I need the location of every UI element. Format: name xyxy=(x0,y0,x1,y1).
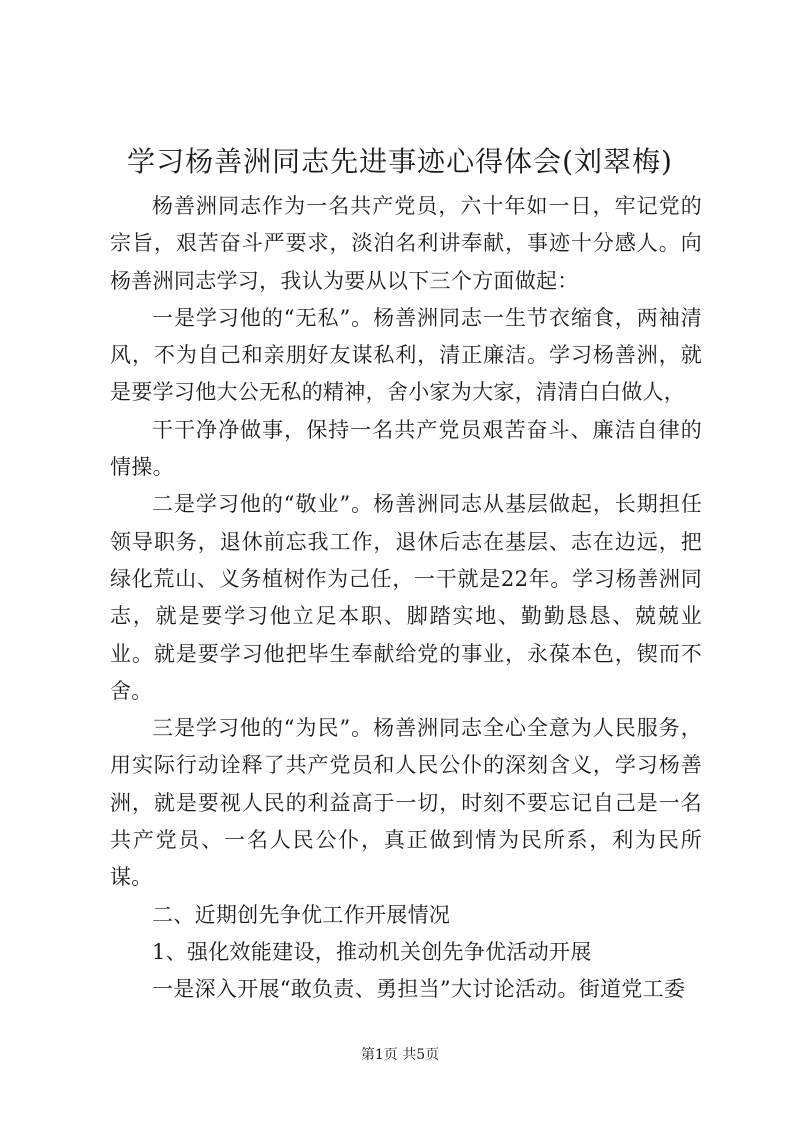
document-title: 学习杨善洲同志先进事迹心得体会(刘翠梅) xyxy=(127,145,673,178)
paragraph: 杨善洲同志作为一名共产党员，六十年如一日，牢记党的宗旨，艰苦奋斗严要求，淡泊名利讲奉献，事迹十分感人。向杨善洲同志学习，我认为要从以下三个方面做起： xyxy=(110,194,702,293)
subsection-heading: 1、强化效能建设，推动机关创先争优活动开展 xyxy=(152,939,592,964)
paragraph: 二是学习他的“敬业”。杨善洲同志从基层做起，长期担任领导职务，退休前忘我工作，退休后志在基层、志在边远，把绿化荒山、义务植树作为己任，一干就是22年。学习杨善洲同志，就是要学习他立足本职、脚踏实地、勤勤恳恳、兢兢业业。就是要学习他把毕生奉献给党的事业，永葆本色，锲而不舍。 xyxy=(110,492,702,703)
paragraph: 三是学习他的“为民”。杨善洲同志全心全意为人民服务，用实际行动诠释了共产党员和人民公仆的深刻含义，学习杨善洲，就是要视人民的利益高于一切，时刻不要忘记自己是一名共产党员、一名人民公仆，真正做到情为民所系，利为民所谋。 xyxy=(110,716,702,890)
page-footer: 第1页 共5页 xyxy=(360,1047,440,1063)
section-heading: 二、近期创先争优工作开展情况 xyxy=(152,902,451,927)
paragraph: 一是深入开展“敢负责、勇担当”大讨论活动。街道党工委 xyxy=(152,977,686,1002)
document-body xyxy=(110,188,702,1009)
paragraph: 干干净净做事，保持一名共产党员艰苦奋斗、廉洁自律的情操。 xyxy=(110,417,702,480)
paragraph: 一是学习他的“无私”。杨善洲同志一生节衣缩食，两袖清风，不为自己和亲朋好友谋私利，清正廉洁。学习杨善洲，就是要学习他大公无私的精神，舍小家为大家，清清白白做人， xyxy=(110,305,702,405)
